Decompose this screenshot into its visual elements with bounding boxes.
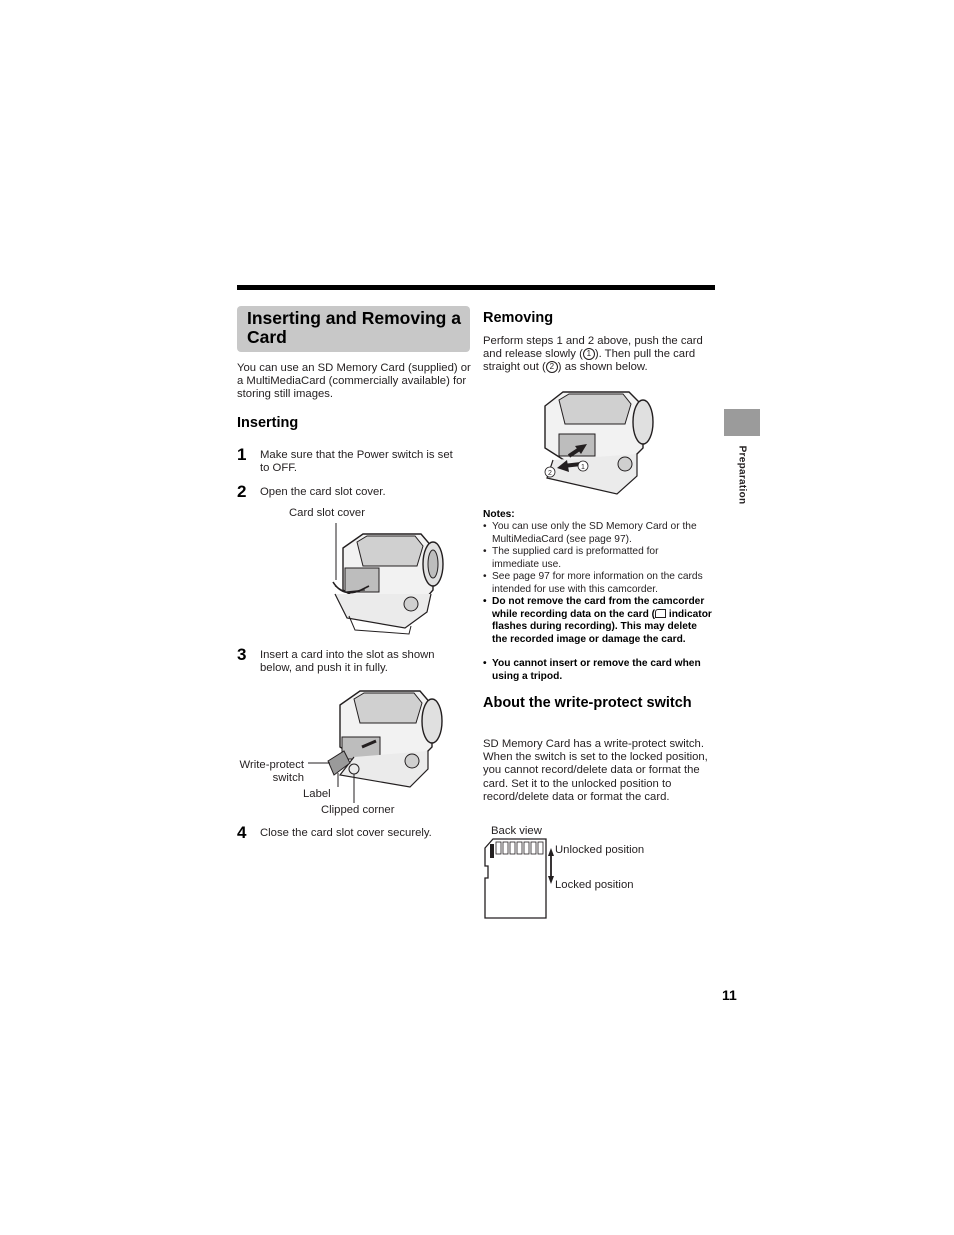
step-1-number: 1	[237, 445, 247, 464]
note-2: • The supplied card is preformatted for immediate use.	[483, 546, 659, 570]
note-4: • Do not remove the card from the camcorder while recording data on the card ( indicator flashes during recording). This may delete the recorded image or damage the card.	[483, 596, 712, 645]
note-5: • You cannot insert or remove the card when using a tripod.	[483, 658, 701, 682]
step-2-text: Open the card slot cover.	[260, 486, 386, 498]
camcorder-remove-card-figure	[533, 384, 658, 500]
step-1-text: Make sure that the Power switch is set to OFF.	[260, 449, 453, 475]
inserting-heading: Inserting	[237, 415, 299, 431]
circled-2-mark: 2	[546, 361, 558, 373]
step-4-text: Close the card slot cover securely.	[260, 827, 432, 839]
camcorder-insert-card-figure	[300, 685, 450, 805]
card-slot-cover-caption: Card slot cover	[289, 507, 365, 519]
camcorder-open-cover-figure	[325, 520, 445, 638]
step-2-number: 2	[237, 482, 247, 501]
locked-position-label: Locked position	[555, 879, 634, 891]
notes-title: Notes:	[483, 509, 515, 520]
write-protect-switch-label: Write-protect switch	[239, 759, 304, 784]
note-3: • See page 97 for more information on the cards intended for use with this camcorder.	[483, 571, 703, 595]
unlocked-position-label: Unlocked position	[555, 844, 645, 856]
page-title: Inserting and Removing a Card	[247, 308, 461, 347]
intro-text: You can use an SD Memory Card (supplied) or a MultiMediaCard (commercially available) for storing still images.	[237, 362, 471, 401]
clipped-corner-label: Clipped corner	[321, 804, 395, 816]
step-3-number: 3	[237, 645, 247, 664]
top-rule	[237, 285, 715, 290]
fig-mark-2: 2	[548, 470, 552, 477]
step-4-number: 4	[237, 823, 247, 842]
circled-1-mark: 1	[583, 348, 595, 360]
removing-heading: Removing	[483, 310, 554, 326]
back-view-label: Back view	[491, 825, 542, 837]
card-icon	[655, 609, 666, 618]
write-protect-heading: About the write-protect switch	[483, 695, 692, 711]
write-protect-text: SD Memory Card has a write-protect switch. When the switch is set to the locked position, you cannot record/delete data or format the card. Set it to the unlocked position to record/delete data or format the card.	[483, 738, 708, 803]
section-tab-label: Preparation	[736, 445, 748, 505]
fig-mark-1: 1	[581, 464, 585, 471]
note-1: • You can use only the SD Memory Card or the MultiMediaCard (see page 97).	[483, 521, 697, 545]
section-tab-marker	[724, 409, 760, 436]
step-3-text: Insert a card into the slot as shown below, and push it in fully.	[260, 649, 435, 675]
sd-card-back-diagram	[482, 836, 562, 922]
label-callout: Label	[303, 788, 331, 800]
removing-text: Perform steps 1 and 2 above, push the card and release slowly ( 1 ). Then pull the card straight out ( 2 ) as shown below.	[483, 335, 703, 374]
page-number: 11	[722, 987, 737, 1003]
